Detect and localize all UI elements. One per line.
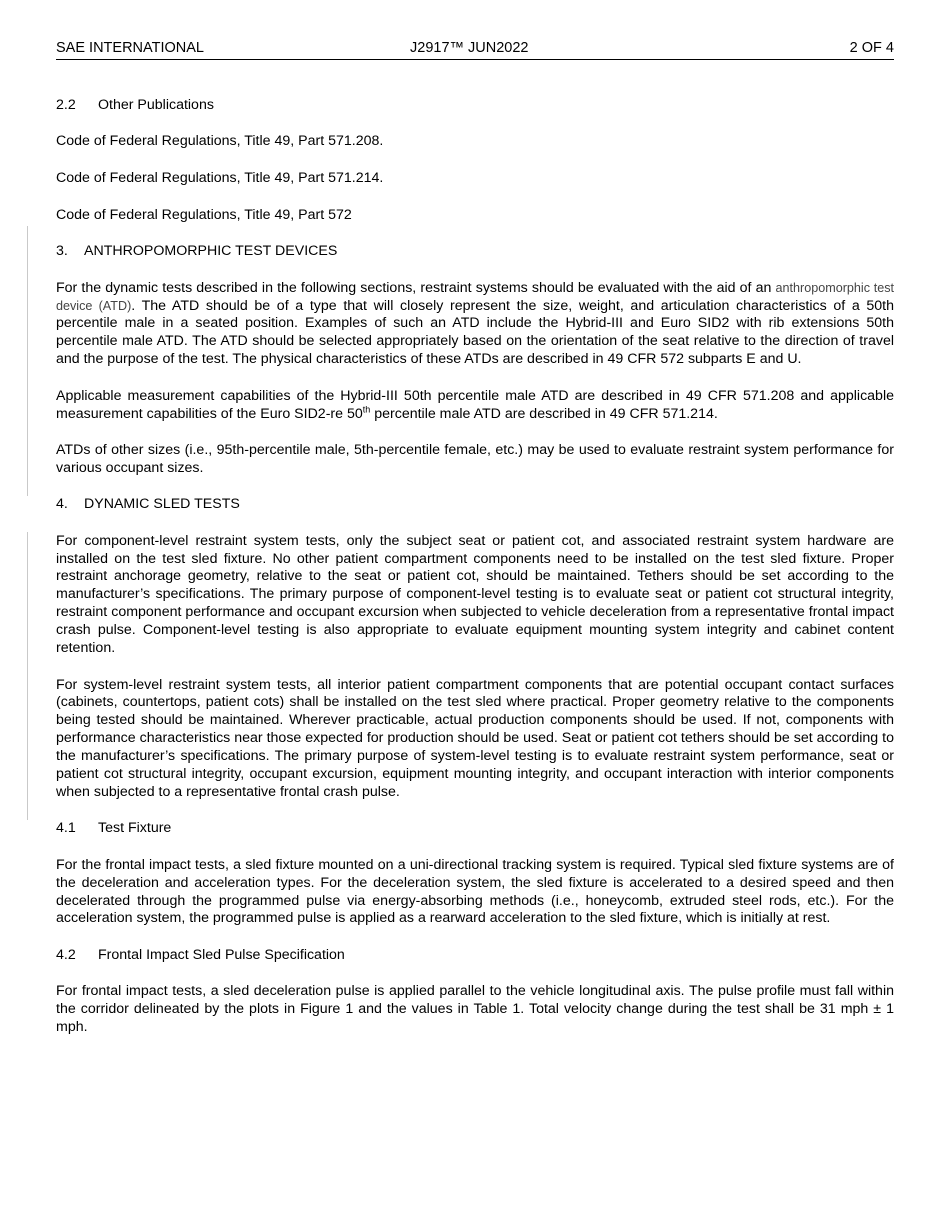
section-4-paragraph-1: For component-level restraint system tests, only the subject seat or patient cot, and associated restraint system hardware are installed on the test sled fixture. No other patient compartment components need to be installed on the test sled fixture. Proper restraint anchorage geometry, relative to the seat or patient cot, should be maintained. Tethers should be set according to the manufacturer’s specifications. The primary purpose of component-level testing is to evaluate seat or patient cot structural integrity, restraint component performance and occupant excursion when subjected to vehicle deceleration from a representative frontal impact crash pulse. Component-level testing is also appropriate to evaluate equipment mounting system integrity and cabinet content retention. xyxy=(56,532,894,657)
atd-term: anthropomorphic test device (ATD) xyxy=(56,280,894,313)
reference-item: Code of Federal Regulations, Title 49, Part 571.214. xyxy=(56,170,384,186)
reference-item: Code of Federal Regulations, Title 49, Part 572 xyxy=(56,206,352,223)
section-4-1-paragraph-1: For the frontal impact tests, a sled fixture mounted on a uni-directional tracking system is required. Typical sled fixture systems are of the deceleration and acceleration types. For the deceleration system, the sled fixture is accelerated to a desired speed and then decelerated through the programmed pulse via energy-absorbing methods (i.e., honeycomb, extruded steel rods, etc.). For the acceleration system, the programmed pulse is applied as a rearward acceleration to the sled fixture, which is initially at rest. xyxy=(56,856,894,927)
document-body xyxy=(56,97,894,1037)
superscript: th xyxy=(362,403,371,414)
section-4-heading xyxy=(56,496,894,514)
section-3-paragraph-2 xyxy=(56,388,894,424)
section-4-2-paragraph-1: For frontal impact tests, a sled deceleration pulse is applied parallel to the vehicle longitudinal axis. The pulse profile must fall within the corridor delineated by the plots in Figure 1 and the values in Table 1. Total velocity change during the test shall be 31 mph ± 1 mph. xyxy=(56,983,894,1036)
paragraph-text: . The ATD should be of a type that will closely represent the size, weight, and articulation characteristics of a 50th percentile male in a seated position. Examples of such an ATD include the Hybrid-III and Euro SID2 with rib extensions 50th percentile male ATD. The ATD should be selected appropriately based on the orientation of the seat relative to the direction of travel and the purpose of the test. The physical characteristics of these ATDs are described in 49 CFR 572 subparts E and U. xyxy=(56,297,894,368)
section-number: 4.1 xyxy=(56,820,76,837)
section-4-paragraph-2: For system-level restraint system tests, all interior patient compartment components that are potential occupant contact surfaces (cabinets, countertops, patient cots) shall be installed on the test sled where practical. Proper geometry relative to the components being tested should be maintained. Wherever practicable, actual production components should be used. If not, components with performance characteristics near those expected for production should be used. Seat or patient cot tethers should be set according to the manufacturer’s specifications. The primary purpose of system-level testing is to evaluate restraint system performance, seat or patient cot structural integrity, occupant excursion, equipment mounting integrity, and occupant interaction with interior components when subjected to a representative frontal crash pulse. xyxy=(56,676,894,800)
section-3-paragraph-1 xyxy=(56,280,894,370)
section-title: ANTHROPOMORPHIC TEST DEVICES xyxy=(84,243,338,260)
paragraph-text: Applicable measurement capabilities of the Hybrid-III 50th percentile male ATD are described in 49 CFR 571.208 and applicable measurement capabilities of the Euro SID2-re 50 xyxy=(56,387,894,422)
paragraph-text: For the dynamic tests described in the following sections, restraint systems should be evaluated with the aid of an xyxy=(56,279,776,296)
document-page xyxy=(56,38,894,1056)
header-document-id: J2917™ JUN2022 xyxy=(410,40,529,56)
header-organization: SAE INTERNATIONAL xyxy=(56,40,204,56)
reference-item: Code of Federal Regulations, Title 49, Part 571.208. xyxy=(56,133,384,150)
page-header xyxy=(56,38,894,60)
section-title: Other Publications xyxy=(98,97,214,113)
section-3-paragraph-3: ATDs of other sizes (i.e., 95th-percentile male, 5th-percentile female, etc.) may be used to evaluate restraint system performance for various occupant sizes. xyxy=(56,441,894,476)
section-4-1-heading xyxy=(56,820,894,838)
section-number: 3. xyxy=(56,243,68,260)
paragraph-text: percentile male ATD are described in 49 CFR 571.214. xyxy=(370,405,718,422)
section-3-heading xyxy=(56,243,894,261)
section-number: 4.2 xyxy=(56,946,76,963)
section-4-2-heading xyxy=(56,947,894,965)
header-page-number: 2 OF 4 xyxy=(849,40,894,56)
change-bar-section-3 xyxy=(27,226,28,496)
section-title: Frontal Impact Sled Pulse Specification xyxy=(98,946,345,963)
section-title: DYNAMIC SLED TESTS xyxy=(84,496,240,513)
section-number: 2.2 xyxy=(56,97,76,113)
section-number: 4. xyxy=(56,496,68,513)
section-2-2-heading xyxy=(56,97,894,115)
section-title: Test Fixture xyxy=(98,820,172,837)
change-bar-section-4 xyxy=(27,532,28,820)
